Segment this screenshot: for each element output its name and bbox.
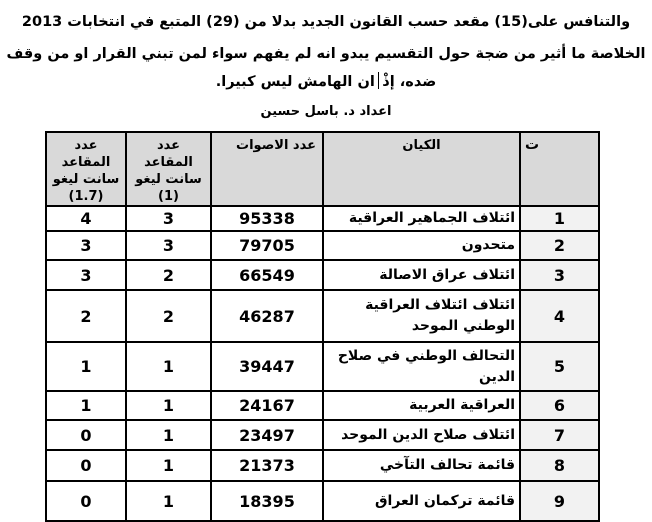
seats-sainte-lague-1-cell: 1 (126, 450, 211, 481)
header-seats-sainte-lague-1-7 (46, 132, 126, 206)
table-row (46, 260, 599, 290)
entity-cell: العراقية العربية (323, 391, 520, 420)
table-body (46, 206, 599, 521)
paragraph-2-line-1: الخلاصة ما أثير من ضجة حول التقسيم يبدو انه لم يفهم سواء لمن تبني القرار او من وقف (6, 46, 646, 62)
entity-cell: متحدون (323, 231, 520, 260)
header-line: عدد المقاعد (61, 138, 111, 170)
seats-sainte-lague-1-cell: 1 (126, 391, 211, 420)
entity-cell: ائتلاف ائتلاف العراقية الوطني الموحد (323, 290, 520, 342)
seats-sainte-lague-1-cell: 2 (126, 290, 211, 342)
votes-cell: 18395 (211, 481, 323, 521)
seats-sainte-lague-1-cell: 2 (126, 260, 211, 290)
table-row (46, 481, 599, 521)
paragraph-2-line-2-before-caret: ضده، إذْ (382, 74, 437, 90)
rank-cell: 6 (520, 391, 599, 420)
votes-cell: 79705 (211, 231, 323, 260)
header-index: ت (520, 132, 599, 206)
paragraph-2-line-2-after-caret: ان الهامش ليس كبيرا. (215, 74, 375, 90)
text-cursor[interactable] (378, 72, 380, 89)
seats-sainte-lague-1-7-cell: 3 (46, 260, 126, 290)
seats-sainte-lague-1-7-cell: 1 (46, 391, 126, 420)
seats-sainte-lague-1-cell: 1 (126, 342, 211, 391)
table-row (46, 342, 599, 391)
seats-sainte-lague-1-7-cell: 0 (46, 450, 126, 481)
table-row (46, 290, 599, 342)
header-votes: عدد الاصوات (211, 132, 323, 206)
seats-sainte-lague-1-7-cell: 4 (46, 206, 126, 231)
rank-cell: 8 (520, 450, 599, 481)
header-line: عدد المقاعد (144, 138, 193, 170)
seats-sainte-lague-1-cell: 3 (126, 231, 211, 260)
entity-cell: ائتلاف الجماهير العراقية (323, 206, 520, 231)
rank-cell: 1 (520, 206, 599, 231)
seats-sainte-lague-1-cell: 1 (126, 420, 211, 450)
document-text-block (0, 0, 652, 123)
table-row (46, 391, 599, 420)
table-row (46, 450, 599, 481)
votes-cell: 23497 (211, 420, 323, 450)
table-row (46, 420, 599, 450)
seats-sainte-lague-1-7-cell: 0 (46, 420, 126, 450)
rank-cell: 5 (520, 342, 599, 391)
header-entity: الكيان (323, 132, 520, 206)
paragraph-2-line-2 (0, 71, 652, 93)
table-header-row (46, 132, 599, 206)
entity-cell: ائتلاف صلاح الدين الموحد (323, 420, 520, 450)
entity-cell: قائمة تركمان العراق (323, 481, 520, 521)
votes-cell: 24167 (211, 391, 323, 420)
table-row (46, 206, 599, 231)
votes-cell: 46287 (211, 290, 323, 342)
votes-cell: 66549 (211, 260, 323, 290)
seats-sainte-lague-1-7-cell: 3 (46, 231, 126, 260)
votes-cell: 21373 (211, 450, 323, 481)
rank-cell: 7 (520, 420, 599, 450)
entity-cell: التحالف الوطني في صلاح الدين (323, 342, 520, 391)
header-seats-sainte-lague-1 (126, 132, 211, 206)
header-line: (1) (158, 189, 179, 204)
seats-sainte-lague-1-cell: 1 (126, 481, 211, 521)
seats-sainte-lague-1-cell: 3 (126, 206, 211, 231)
paragraph-1: والتنافس على(15) مقعد حسب القانون الجديد بدلا من (29) المتبع في انتخابات 2013 (21, 14, 631, 30)
entity-cell: قائمة تحالف التآخي (323, 450, 520, 481)
seats-sainte-lague-1-7-cell: 1 (46, 342, 126, 391)
header-line: سانت ليغو (135, 172, 202, 187)
entity-cell: ائتلاف عراق الاصالة (323, 260, 520, 290)
rank-cell: 9 (520, 481, 599, 521)
rank-cell: 4 (520, 290, 599, 342)
votes-cell: 39447 (211, 342, 323, 391)
header-line: (1.7) (68, 189, 104, 204)
author-byline: اعداد د. باسل حسين (260, 104, 392, 119)
rank-cell: 2 (520, 231, 599, 260)
votes-cell: 95338 (211, 206, 323, 231)
table-row (46, 231, 599, 260)
seats-sainte-lague-1-7-cell: 0 (46, 481, 126, 521)
rank-cell: 3 (520, 260, 599, 290)
results-table (45, 131, 600, 522)
header-line: سانت ليغو (52, 172, 120, 187)
seats-sainte-lague-1-7-cell: 2 (46, 290, 126, 342)
results-table-container (45, 131, 598, 522)
